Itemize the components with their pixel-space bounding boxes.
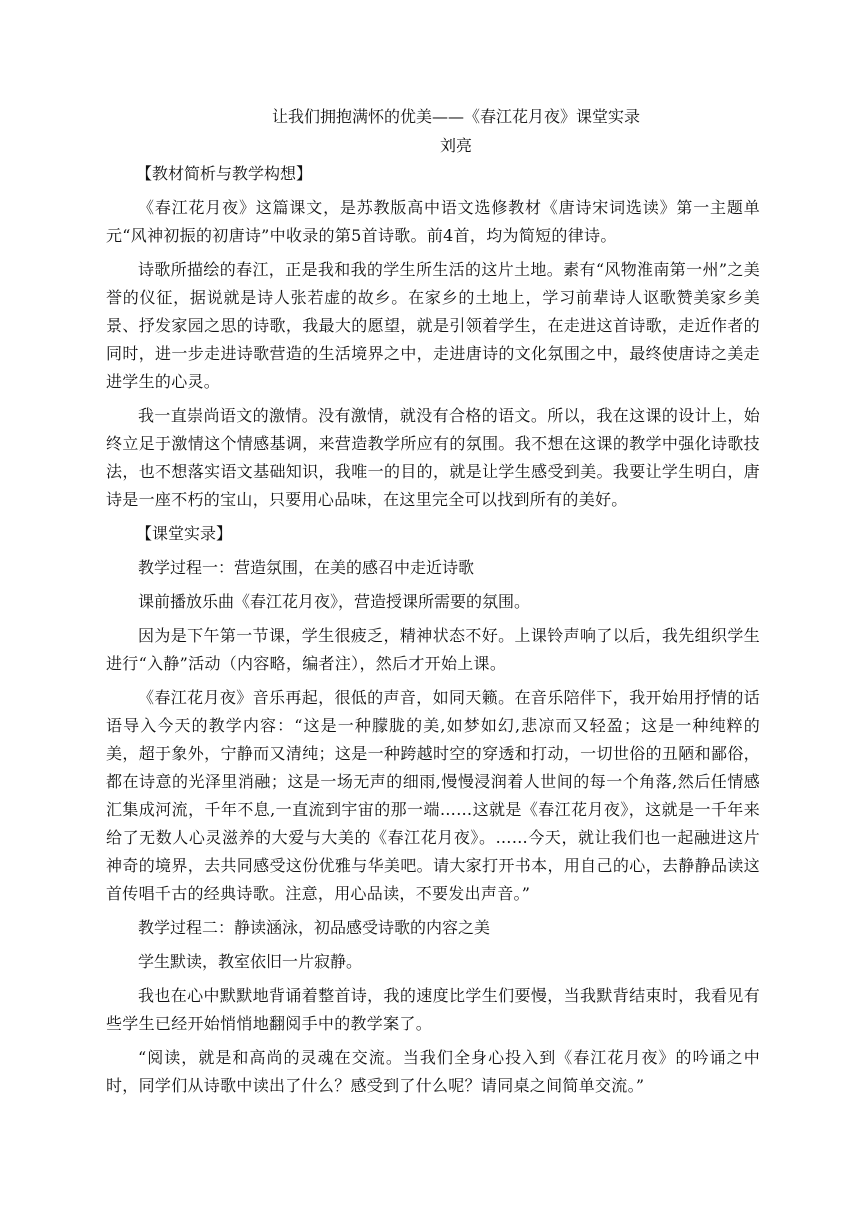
step-heading: 教学过程一：营造氛围，在美的感召中走近诗歌 xyxy=(138,558,475,577)
paragraph: “阅读，就是和高尚的灵魂在交流。当我们全身心投入到《春江花月夜》的吟诵之中时，同学们从诗歌中读出了什么？感受到了什么呢？请同桌之间简单交流。” xyxy=(106,1048,760,1095)
paragraph: 诗歌所描绘的春江，正是我和我的学生所生活的这片土地。素有“风物淮南第一州”之美誉的仪征，据说就是诗人张若虚的故乡。在家乡的土地上，学习前辈诗人讴歌赞美家乡美景、抒发家园之思的诗歌，我最大的愿望，就是引领着学生，在走进这首诗歌，走近作者的同时，进一步走进诗歌营造的生活境界之中，走进唐诗的文化氛围之中，最终使唐诗之美走进学生的心灵。 xyxy=(106,260,760,391)
document-title: 让我们拥抱满怀的优美——《春江花月夜》课堂实录 xyxy=(271,107,640,126)
paragraph: 课前播放乐曲《春江花月夜》，营造授课所需要的氛围。 xyxy=(138,592,531,611)
paragraph: 因为是下午第一节课，学生很疲乏，精神状态不好。上课铃声响了以后，我先组织学生进行“入静”活动（内容略，编者注），然后才开始上课。 xyxy=(106,626,760,673)
paragraph: 我一直崇尚语文的激情。没有激情，就没有合格的语文。所以，我在这课的设计上，始终立足于激情这个情感基调，来营造教学所应有的氛围。我不想在这课的教学中强化诗歌技法，也不想落实语文基础知识，我唯一的目的，就是让学生感受到美。我要让学生明白，唐诗是一座不朽的宝山，只要用心品味，在这里完全可以找到所有的美好。 xyxy=(106,406,760,509)
paragraph: 我也在心中默默地背诵着整首诗，我的速度比学生们要慢，当我默背结束时，我看见有些学生已经开始悄悄地翻阅手中的教学案了。 xyxy=(106,986,760,1033)
paragraph: 《春江花月夜》音乐再起，很低的声音，如同天籁。在音乐陪伴下，我开始用抒情的话语导入今天的教学内容：“这是一种朦胧的美,如梦如幻,悲凉而又轻盈；这是一种纯粹的美，超于象外，宁静而又清纯；这是一种跨越时空的穿透和打动，一切世俗的丑陋和鄙俗，都在诗意的光泽里消融；这是一场无声的细雨,慢慢浸润着人世间的每一个角落,然后任情感汇集成河流，千年不息,一直流到宇宙的那一端……这就是《春江花月夜》，这就是一千年来给了无数人心灵滋养的大爱与大美的《春江花月夜》。……今天，就让我们也一起融进这片神奇的境界，去共同感受这份优雅与华美吧。请大家打开书本，用自己的心，去静静品读这首传唱千古的经典诗歌。注意，用心品读，不要发出声音。” xyxy=(106,688,760,903)
section-heading-record: 【课堂实录】 xyxy=(136,524,233,543)
section-heading-analysis: 【教材简析与教学构想】 xyxy=(136,164,313,183)
paragraph: 《春江花月夜》这篇课文，是苏教版高中语文选修教材《唐诗宋词选读》第一主题单元“风神初振的初唐诗”中收录的第5首诗歌。前4首，均为简短的律诗。 xyxy=(106,198,760,245)
step-heading: 教学过程二：静读涵泳，初品感受诗歌的内容之美 xyxy=(138,918,491,937)
paragraph: 学生默读，教室依旧一片寂静。 xyxy=(138,952,363,971)
document-page xyxy=(106,102,760,1106)
document-author: 刘亮 xyxy=(439,136,472,155)
